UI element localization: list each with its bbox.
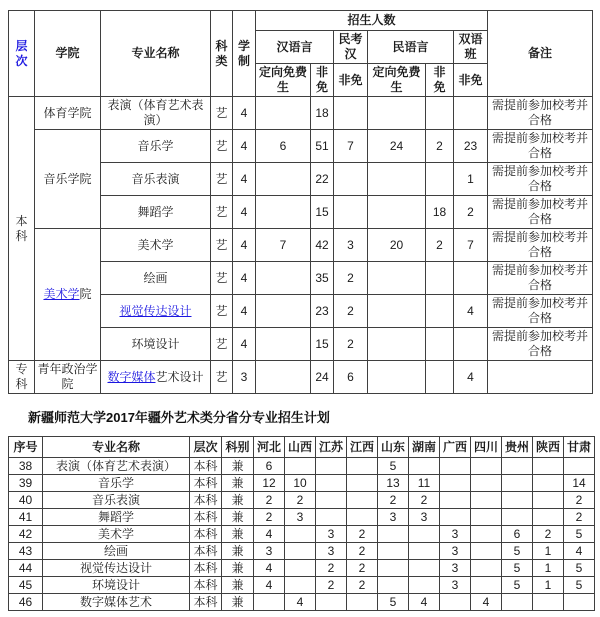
- cell-level2: 本科: [190, 543, 222, 560]
- table2-row: [9, 543, 595, 560]
- cell-major: [101, 328, 211, 361]
- cell-province-value: 3: [440, 526, 471, 543]
- cell-enrollment-value: 15: [311, 328, 334, 361]
- cell-enrollment-value: 23: [454, 130, 488, 163]
- cell-kebie: 兼: [222, 509, 254, 526]
- cell-major: [101, 295, 211, 328]
- cell-province-value: 4: [254, 560, 285, 577]
- cell-index: 43: [9, 543, 43, 560]
- th-college: 学院: [35, 11, 101, 97]
- cell-enrollment-value: [368, 163, 426, 196]
- table2-caption: 新疆师范大学2017年疆外艺术类分省分专业招生计划: [28, 410, 330, 425]
- cell-province-value: 2: [378, 492, 409, 509]
- cell-province-value: [440, 458, 471, 475]
- text-segment: 环境设计: [131, 336, 180, 351]
- cell-enrollment-value: [454, 97, 488, 130]
- cell-index: 45: [9, 577, 43, 594]
- cell-note: 需提前参加校考并合格: [488, 130, 593, 163]
- cell-province-value: [502, 475, 533, 492]
- text-segment: 艺术设计: [155, 369, 204, 384]
- cell-enrollment-value: 20: [368, 229, 426, 262]
- cell-province-value: 11: [409, 475, 440, 492]
- text-segment: 美术学: [137, 237, 174, 252]
- cell-kebie: 兼: [222, 458, 254, 475]
- cell-province-value: 6: [254, 458, 285, 475]
- cell-enrollment-value: 1: [454, 163, 488, 196]
- cell-province-value: [533, 475, 564, 492]
- cell-subject: 艺: [211, 163, 233, 196]
- table2-row: [9, 458, 595, 475]
- cell-kebie: 兼: [222, 560, 254, 577]
- cell-note: 需提前参加校考并合格: [488, 328, 593, 361]
- cell-note: 需提前参加校考并合格: [488, 163, 593, 196]
- cell-province-value: 4: [254, 526, 285, 543]
- cell-duration: 4: [233, 163, 256, 196]
- text-segment: 体育学院: [43, 105, 92, 120]
- cell-province-value: [471, 543, 502, 560]
- th-level[interactable]: 层次: [9, 11, 35, 97]
- cell-index: 40: [9, 492, 43, 509]
- th-guangxi: 广西: [440, 437, 471, 458]
- cell-province-value: [533, 458, 564, 475]
- cell-province-value: [471, 526, 502, 543]
- cell-major-name: 绘画: [43, 543, 190, 560]
- cell-province-value: [471, 560, 502, 577]
- cell-enrollment-value: [368, 97, 426, 130]
- cell-index: 46: [9, 594, 43, 611]
- cell-note: 需提前参加校考并合格: [488, 229, 593, 262]
- cell-enrollment-value: 18: [311, 97, 334, 130]
- cell-province-value: 3: [316, 526, 347, 543]
- cell-enrollment-value: 35: [311, 262, 334, 295]
- cell-enrollment-value: [256, 328, 311, 361]
- cell-enrollment-value: 15: [311, 196, 334, 229]
- cell-province-value: [347, 458, 378, 475]
- cell-province-value: 6: [502, 526, 533, 543]
- cell-kebie: 兼: [222, 543, 254, 560]
- cell-level2: 本科: [190, 509, 222, 526]
- table2-row: [9, 560, 595, 577]
- table1-row: [9, 361, 593, 394]
- table2-row: [9, 475, 595, 492]
- cell-province-value: [502, 594, 533, 611]
- cell-kebie: 兼: [222, 594, 254, 611]
- th-subject: 科类: [211, 11, 233, 97]
- cell-level2: 本科: [190, 577, 222, 594]
- cell-major-name: 音乐学: [43, 475, 190, 492]
- cell-level2: 本科: [190, 594, 222, 611]
- text-segment: 音乐表演: [131, 171, 180, 186]
- cell-major-name: 音乐表演: [43, 492, 190, 509]
- cell-province-value: [471, 458, 502, 475]
- cell-enrollment-value: [426, 97, 454, 130]
- cell-subject: 艺: [211, 328, 233, 361]
- cell-province-value: 3: [440, 577, 471, 594]
- cell-duration: 4: [233, 196, 256, 229]
- cell-major: [101, 97, 211, 130]
- cell-major: [101, 163, 211, 196]
- cell-note: 需提前参加校考并合格: [488, 295, 593, 328]
- cell-province-value: [378, 560, 409, 577]
- table1-row: [9, 130, 593, 163]
- cell-province-value: 2: [285, 492, 316, 509]
- text-segment: 院: [79, 287, 92, 301]
- cell-province-value: [409, 577, 440, 594]
- cell-index: 39: [9, 475, 43, 492]
- cell-province-value: 5: [564, 526, 595, 543]
- cell-major: [101, 130, 211, 163]
- th-duration: 学制: [233, 11, 256, 97]
- table2-header-row: [9, 437, 595, 458]
- th-kebie: 科别: [222, 437, 254, 458]
- cell-province-value: [254, 594, 285, 611]
- th-note: 备注: [488, 11, 593, 97]
- th-han-feimian: 非免: [311, 64, 334, 97]
- th-shandong: 山东: [378, 437, 409, 458]
- th-shanxi: 山西: [285, 437, 316, 458]
- cell-enrollment-value: 2: [426, 229, 454, 262]
- cell-province-value: 2: [533, 526, 564, 543]
- cell-province-value: [409, 526, 440, 543]
- text-segment: 青年政治学院: [37, 362, 98, 391]
- cell-province-value: [502, 492, 533, 509]
- cell-province-value: 5: [378, 594, 409, 611]
- cell-province-value: [285, 577, 316, 594]
- th-jiangxi: 江西: [347, 437, 378, 458]
- table1-header-row-1: [9, 11, 593, 31]
- cell-province-value: 2: [347, 526, 378, 543]
- cell-index: 41: [9, 509, 43, 526]
- cell-kebie: 兼: [222, 577, 254, 594]
- cell-kebie: 兼: [222, 492, 254, 509]
- th-shaanxi: 陕西: [533, 437, 564, 458]
- cell-province-value: [378, 526, 409, 543]
- cell-province-value: 2: [316, 577, 347, 594]
- cell-province-value: 4: [254, 577, 285, 594]
- cell-province-value: [347, 509, 378, 526]
- cell-level2: 本科: [190, 526, 222, 543]
- cell-level: 本科: [9, 97, 35, 361]
- cell-enrollment-value: [256, 295, 311, 328]
- cell-enrollment-value: 22: [311, 163, 334, 196]
- cell-province-value: 3: [285, 509, 316, 526]
- cell-major: [101, 262, 211, 295]
- cell-level: 专科: [9, 361, 35, 394]
- cell-index: 44: [9, 560, 43, 577]
- cell-enrollment-value: [426, 163, 454, 196]
- cell-enrollment-value: 7: [256, 229, 311, 262]
- cell-province-value: [440, 492, 471, 509]
- cell-note: 需提前参加校考并合格: [488, 196, 593, 229]
- cell-enrollment-value: 7: [454, 229, 488, 262]
- cell-province-value: 5: [502, 543, 533, 560]
- cell-province-value: [285, 543, 316, 560]
- cell-subject: 艺: [211, 97, 233, 130]
- cell-province-value: 2: [347, 577, 378, 594]
- cell-duration: 4: [233, 97, 256, 130]
- th-major: 专业名称: [101, 11, 211, 97]
- th-minyuyan: 民语言: [368, 31, 454, 64]
- cell-province-value: [533, 594, 564, 611]
- cell-province-value: 2: [409, 492, 440, 509]
- th-han-dingxiang: 定向免费生: [256, 64, 311, 97]
- cell-province-value: [471, 492, 502, 509]
- cell-province-value: 2: [564, 509, 595, 526]
- cell-enrollment-value: 3: [334, 229, 368, 262]
- cell-major-name: 视觉传达设计: [43, 560, 190, 577]
- th-min-feimian: 非免: [426, 64, 454, 97]
- cell-province-value: 5: [502, 577, 533, 594]
- cell-enrollment-value: 24: [368, 130, 426, 163]
- table2-row: [9, 526, 595, 543]
- cell-index: 38: [9, 458, 43, 475]
- cell-province-value: [409, 543, 440, 560]
- cell-province-value: 3: [440, 543, 471, 560]
- cell-province-value: 4: [285, 594, 316, 611]
- cell-enrollment-value: [256, 97, 311, 130]
- cell-enrollment-value: [426, 328, 454, 361]
- cell-kebie: 兼: [222, 475, 254, 492]
- major-link[interactable]: 视觉传达设计: [119, 303, 192, 318]
- cell-duration: 4: [233, 295, 256, 328]
- cell-major-name: 环境设计: [43, 577, 190, 594]
- cell-enrollment-value: 2: [334, 262, 368, 295]
- cell-province-value: [378, 543, 409, 560]
- th-enrollment: 招生人数: [256, 11, 488, 31]
- cell-province-value: 2: [316, 560, 347, 577]
- cell-subject: 艺: [211, 229, 233, 262]
- cell-subject: 艺: [211, 196, 233, 229]
- cell-province-value: [471, 509, 502, 526]
- cell-province-value: [316, 594, 347, 611]
- cell-enrollment-value: [334, 196, 368, 229]
- cell-province-value: 3: [316, 543, 347, 560]
- cell-province-value: [316, 475, 347, 492]
- enrollment-plan-table: [8, 10, 593, 394]
- th-min-dingxiang: 定向免费生: [368, 64, 426, 97]
- cell-enrollment-value: 24: [311, 361, 334, 394]
- cell-subject: 艺: [211, 262, 233, 295]
- cell-province-value: 4: [471, 594, 502, 611]
- cell-province-value: 3: [440, 560, 471, 577]
- college-link[interactable]: 美术学: [43, 287, 80, 301]
- text-segment: 表演（体育艺术表演）: [107, 98, 204, 127]
- text-segment: 音乐学院: [43, 171, 92, 186]
- cell-index: 42: [9, 526, 43, 543]
- table1-row: [9, 229, 593, 262]
- cell-enrollment-value: 51: [311, 130, 334, 163]
- cell-province-value: [316, 458, 347, 475]
- major-link[interactable]: 数字媒体: [107, 369, 156, 384]
- cell-province-value: 4: [564, 543, 595, 560]
- cell-duration: 4: [233, 262, 256, 295]
- cell-province-value: [409, 458, 440, 475]
- cell-province-value: [440, 509, 471, 526]
- cell-college: [35, 229, 101, 361]
- cell-enrollment-value: 6: [334, 361, 368, 394]
- cell-province-value: 1: [533, 560, 564, 577]
- cell-province-value: [533, 509, 564, 526]
- th-hebei: 河北: [254, 437, 285, 458]
- cell-subject: 艺: [211, 361, 233, 394]
- cell-province-value: [347, 492, 378, 509]
- cell-province-value: 5: [564, 577, 595, 594]
- cell-enrollment-value: 2: [426, 130, 454, 163]
- page: [0, 10, 600, 617]
- cell-enrollment-value: 6: [256, 130, 311, 163]
- cell-subject: 艺: [211, 295, 233, 328]
- th-jiangsu: 江苏: [316, 437, 347, 458]
- cell-enrollment-value: [256, 361, 311, 394]
- th-major-name: 专业名称: [43, 437, 190, 458]
- cell-province-value: 2: [347, 543, 378, 560]
- cell-province-value: [564, 594, 595, 611]
- table2-row: [9, 594, 595, 611]
- cell-enrollment-value: 4: [454, 361, 488, 394]
- th-gansu: 甘肃: [564, 437, 595, 458]
- th-index: 序号: [9, 437, 43, 458]
- cell-duration: 3: [233, 361, 256, 394]
- cell-province-value: 2: [564, 492, 595, 509]
- cell-enrollment-value: [368, 262, 426, 295]
- cell-enrollment-value: [368, 196, 426, 229]
- cell-enrollment-value: [256, 196, 311, 229]
- cell-province-value: [502, 509, 533, 526]
- cell-enrollment-value: [334, 97, 368, 130]
- cell-province-value: [502, 458, 533, 475]
- cell-kebie: 兼: [222, 526, 254, 543]
- cell-province-value: 2: [254, 492, 285, 509]
- cell-province-value: 2: [254, 509, 285, 526]
- cell-province-value: 5: [378, 458, 409, 475]
- th-guizhou: 贵州: [502, 437, 533, 458]
- cell-province-value: [316, 492, 347, 509]
- cell-enrollment-value: 18: [426, 196, 454, 229]
- table2-row: [9, 492, 595, 509]
- cell-province-value: [471, 577, 502, 594]
- cell-province-value: 14: [564, 475, 595, 492]
- cell-college: [35, 130, 101, 229]
- cell-level2: 本科: [190, 458, 222, 475]
- th-minkaohan: 民考汉: [334, 31, 368, 64]
- th-mkh-feimian: 非免: [334, 64, 368, 97]
- cell-province-value: 1: [533, 543, 564, 560]
- cell-province-value: [533, 492, 564, 509]
- cell-province-value: 3: [378, 509, 409, 526]
- cell-province-value: [285, 526, 316, 543]
- cell-enrollment-value: [426, 295, 454, 328]
- cell-enrollment-value: 42: [311, 229, 334, 262]
- cell-province-value: [347, 594, 378, 611]
- cell-enrollment-value: [368, 328, 426, 361]
- cell-note: 需提前参加校考并合格: [488, 97, 593, 130]
- cell-enrollment-value: [256, 262, 311, 295]
- cell-major-name: 美术学: [43, 526, 190, 543]
- cell-province-value: [409, 560, 440, 577]
- cell-enrollment-value: 2: [334, 295, 368, 328]
- table2-row: [9, 577, 595, 594]
- cell-province-value: [347, 475, 378, 492]
- cell-enrollment-value: [368, 361, 426, 394]
- cell-province-value: [378, 577, 409, 594]
- cell-major: [101, 196, 211, 229]
- text-segment: 绘画: [143, 270, 168, 285]
- cell-note: 需提前参加校考并合格: [488, 262, 593, 295]
- cell-major-name: 舞蹈学: [43, 509, 190, 526]
- cell-province-value: 5: [502, 560, 533, 577]
- cell-subject: 艺: [211, 130, 233, 163]
- cell-major-name: 数字媒体艺术: [43, 594, 190, 611]
- cell-major-name: 表演（体育艺术表演）: [43, 458, 190, 475]
- cell-province-value: [471, 475, 502, 492]
- cell-province-value: 13: [378, 475, 409, 492]
- cell-enrollment-value: [426, 361, 454, 394]
- cell-college: [35, 361, 101, 394]
- cell-province-value: 1: [533, 577, 564, 594]
- cell-province-value: 3: [254, 543, 285, 560]
- cell-enrollment-value: [368, 295, 426, 328]
- cell-enrollment-value: 23: [311, 295, 334, 328]
- cell-duration: 4: [233, 229, 256, 262]
- th-syb-feimian: 非免: [454, 64, 488, 97]
- cell-province-value: 5: [564, 560, 595, 577]
- th-shuangyuban: 双语班: [454, 31, 488, 64]
- cell-province-value: 4: [409, 594, 440, 611]
- cell-note: [488, 361, 593, 394]
- cell-enrollment-value: 2: [334, 328, 368, 361]
- cell-province-value: [564, 458, 595, 475]
- cell-enrollment-value: 7: [334, 130, 368, 163]
- cell-level2: 本科: [190, 492, 222, 509]
- cell-college: [35, 97, 101, 130]
- cell-province-value: [316, 509, 347, 526]
- th-level2: 层次: [190, 437, 222, 458]
- cell-major: [101, 361, 211, 394]
- th-han: 汉语言: [256, 31, 334, 64]
- cell-enrollment-value: [426, 262, 454, 295]
- cell-province-value: [285, 560, 316, 577]
- cell-enrollment-value: [454, 328, 488, 361]
- cell-duration: 4: [233, 328, 256, 361]
- cell-major: [101, 229, 211, 262]
- th-hunan: 湖南: [409, 437, 440, 458]
- cell-enrollment-value: [454, 262, 488, 295]
- cell-province-value: 10: [285, 475, 316, 492]
- cell-level2: 本科: [190, 475, 222, 492]
- cell-province-value: 3: [409, 509, 440, 526]
- cell-level2: 本科: [190, 560, 222, 577]
- cell-province-value: [440, 594, 471, 611]
- province-plan-table: [8, 436, 595, 611]
- cell-province-value: [285, 458, 316, 475]
- cell-province-value: 2: [347, 560, 378, 577]
- cell-province-value: [440, 475, 471, 492]
- table2-row: [9, 509, 595, 526]
- cell-enrollment-value: [256, 163, 311, 196]
- cell-duration: 4: [233, 130, 256, 163]
- cell-enrollment-value: 2: [454, 196, 488, 229]
- text-segment: 舞蹈学: [137, 204, 174, 219]
- cell-enrollment-value: 4: [454, 295, 488, 328]
- cell-province-value: 12: [254, 475, 285, 492]
- table1-row: [9, 97, 593, 130]
- cell-enrollment-value: [334, 163, 368, 196]
- text-segment: 音乐学: [137, 138, 174, 153]
- th-sichuan: 四川: [471, 437, 502, 458]
